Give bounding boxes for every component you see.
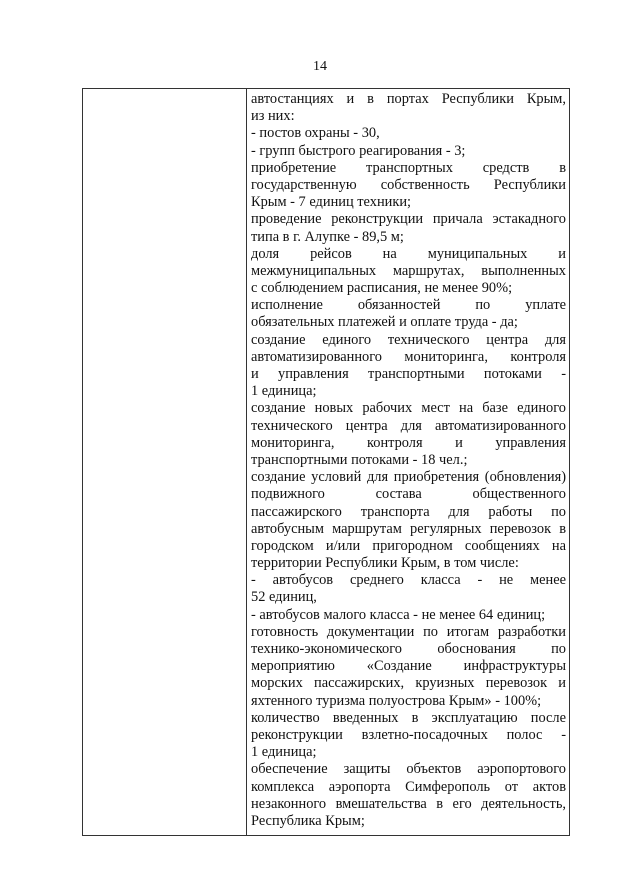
text-line: мероприятию «Создание инфраструктуры <box>251 658 566 675</box>
document-table <box>82 88 570 836</box>
table-left-column <box>83 89 247 835</box>
text-line: автобусным маршрутам регулярных перевозок в <box>251 520 566 537</box>
text-line: морских пассажирских, круизных перевозок и <box>251 675 566 692</box>
text-line: создание единого технического центра для <box>251 331 566 348</box>
text-line: Крым - 7 единиц техники; <box>251 194 412 211</box>
text-line: количество введенных в эксплуатацию после <box>251 709 566 726</box>
text-line: городском и/или пригородном сообщениях на <box>251 537 566 554</box>
text-line: автостанциях и в портах Республики Крым, <box>251 91 566 107</box>
text-line: 1 единица; <box>251 744 317 761</box>
text-line: яхтенного туризма полуострова Крым» - 100%; <box>251 692 542 709</box>
text-line: доля рейсов на муниципальных и <box>251 245 566 262</box>
text-line: технико-экономического обоснования по <box>251 641 566 657</box>
text-line: территории Республики Крым, в том числе: <box>251 555 519 572</box>
text-line: проведение реконструкции причала эстакадного <box>251 211 566 228</box>
text-line: подвижного состава общественного <box>251 486 566 503</box>
text-line: - автобусов малого класса - не менее 64 единиц; <box>251 606 546 623</box>
text-line: Республика Крым; <box>251 812 365 829</box>
text-line: и управления транспортными потоками - <box>251 366 566 382</box>
text-line: транспортными потоками - 18 чел.; <box>251 451 468 468</box>
text-line: - автобусов среднего класса - не менее <box>251 572 566 589</box>
text-line: незаконного вмешательства в его деятельность, <box>251 795 566 812</box>
text-line: автоматизированного мониторинга, контроля <box>251 348 566 365</box>
page-number: 14 <box>313 59 327 74</box>
text-line: из них: <box>251 108 295 125</box>
text-line: готовность документации по итогам разработки <box>251 623 566 640</box>
text-line: мониторинга, контроля и управления <box>251 434 566 451</box>
text-line: пассажирского транспорта для работы по <box>251 503 566 520</box>
text-line: исполнение обязанностей по уплате <box>251 297 566 314</box>
text-line: технического центра для автоматизированного <box>251 417 566 434</box>
text-line: создание новых рабочих мест на базе единого <box>251 400 566 417</box>
text-line: приобретение транспортных средств в <box>251 159 566 176</box>
text-line: реконструкции взлетно-посадочных полос - <box>251 726 566 743</box>
text-line: с соблюдением расписания, не менее 90%; <box>251 280 513 297</box>
text-line: межмуниципальных маршрутах, выполненных <box>251 262 566 279</box>
text-line: типа в г. Алупке - 89,5 м; <box>251 228 404 245</box>
text-line: 1 единица; <box>251 383 317 400</box>
text-line: обязательных платежей и оплате труда - да; <box>251 314 518 331</box>
table-right-column <box>247 89 569 835</box>
text-line: 52 единиц, <box>251 589 317 606</box>
text-line: - постов охраны - 30, <box>251 125 380 142</box>
text-line: - групп быстрого реагирования - 3; <box>251 142 466 159</box>
text-line: государственную собственность Республики <box>251 176 566 193</box>
text-line: комплекса аэропорта Симферополь от актов <box>251 778 566 795</box>
text-line: создание условий для приобретения (обновления) <box>251 469 566 486</box>
text-line: обеспечение защиты объектов аэропортового <box>251 761 566 778</box>
